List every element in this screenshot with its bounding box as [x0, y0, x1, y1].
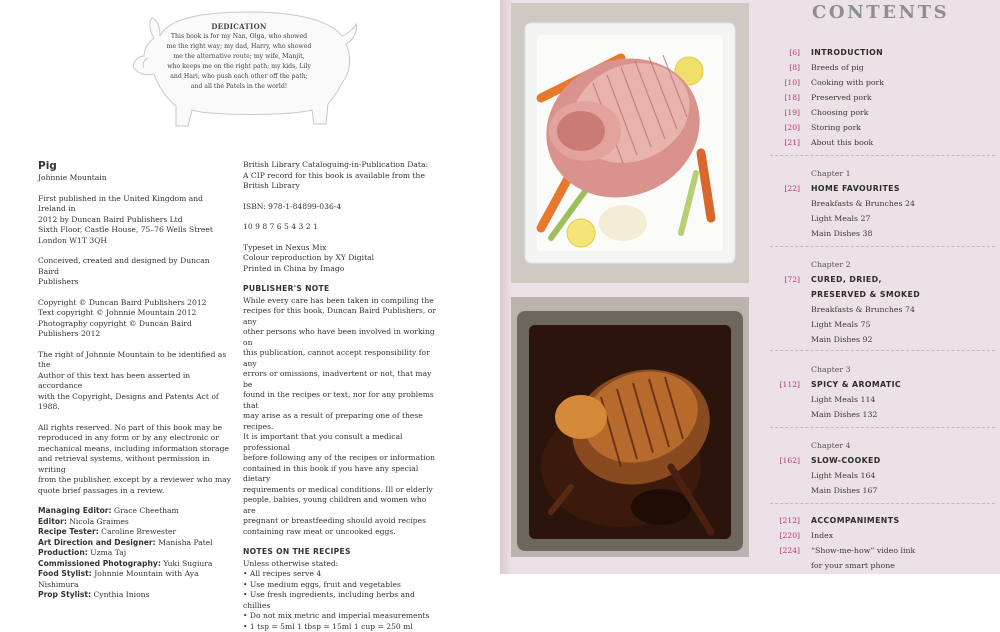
toc-page-number: [212]: [770, 516, 800, 525]
toc-page-number: [6]: [770, 48, 800, 57]
toc-page-number: [21]: [770, 138, 800, 147]
toc-title: Light Meals 27: [811, 214, 870, 223]
toc-entry: [770, 93, 995, 105]
toc-page-number: [22]: [770, 184, 800, 193]
recipe-note-item: • 1 tsp = 5ml 1 tbsp = 15ml 1 cup = 250 ml: [243, 622, 441, 632]
toc-section-entry: [770, 380, 995, 392]
book-title: Pig: [38, 160, 233, 173]
rights-reserved: All rights reserved. No part of this book may be reproduced in any form or by any electronic or mechanical means, including information storage and retrieval systems, without permission in writing from the publisher, except by a reviewer who may quote brief passages in a review.: [38, 423, 233, 497]
credit-role: Art Direction and Designer:: [38, 538, 156, 547]
toc-entry: [770, 108, 995, 120]
toc-entry: [770, 305, 995, 317]
dedication-title: DEDICATION: [150, 22, 328, 32]
toc-title: Storing pork: [811, 123, 861, 132]
section-divider: [770, 155, 995, 156]
toc-title: Main Dishes 132: [811, 410, 877, 419]
toc-title: Breeds of pig: [811, 63, 864, 72]
toc-title: Light Meals 164: [811, 471, 875, 480]
publishers-note-heading: PUBLISHER'S NOTE: [243, 284, 441, 295]
copyright-info: Copyright © Duncan Baird Publishers 2012 Text copyright © Johnnie Mountain 2012 Photography copyright © Duncan Baird Publishers 2012: [38, 298, 233, 340]
toc-title: HOME FAVOURITES: [811, 184, 900, 193]
toc-chapter-label: [770, 169, 995, 181]
credit-name: Johnnie Mountain with Aya Nishimura: [38, 569, 199, 589]
cip-data: British Library Cataloguing-in-Publication Data: A CIP record for this book is available from the British Library: [243, 160, 441, 192]
recipe-notes-list: [243, 569, 441, 632]
toc-title: Cooking with pork: [811, 78, 884, 87]
toc-entry: [770, 199, 995, 211]
credit-role: Prop Stylist:: [38, 590, 91, 599]
toc-entry: [770, 335, 995, 347]
toc-title: SPICY & AROMATIC: [811, 380, 901, 389]
credit-name: Uzma Taj: [90, 548, 126, 557]
toc-entry: [770, 531, 995, 543]
toc-title: ACCOMPANIMENTS: [811, 516, 899, 525]
toc-title: Main Dishes 92: [811, 335, 872, 344]
toc-page-number: [20]: [770, 123, 800, 132]
toc-page-number: [112]: [770, 380, 800, 389]
toc-page-number: [19]: [770, 108, 800, 117]
toc-title: for your smart phone: [811, 561, 895, 570]
credit-role: Editor:: [38, 517, 67, 526]
toc-title: Light Meals 114: [811, 395, 875, 404]
toc-entry: [770, 123, 995, 135]
credit-name: Caroline Brewester: [101, 527, 176, 536]
book-author: Johnnie Mountain: [38, 173, 233, 184]
toc-entry: [770, 78, 995, 90]
photo-roast-pork: [511, 297, 749, 557]
toc-section-entry: [770, 184, 995, 196]
toc-page-number: [162]: [770, 456, 800, 465]
toc-entry: [770, 320, 995, 332]
right-page: [500, 0, 1000, 574]
toc-section-entry: [770, 456, 995, 468]
toc-title: PRESERVED & SMOKED: [811, 290, 920, 299]
toc-title: Chapter 1: [811, 169, 851, 178]
section-divider: [770, 350, 995, 351]
toc-title: INTRODUCTION: [811, 48, 883, 57]
toc-section-entry: [770, 275, 995, 287]
toc-page-number: [10]: [770, 78, 800, 87]
toc-title: Chapter 4: [811, 441, 851, 450]
toc-entry: [770, 138, 995, 150]
designed-by: Conceived, created and designed by Duncan Baird Publishers: [38, 256, 233, 288]
credit-line: [38, 590, 233, 601]
toc-page-number: [8]: [770, 63, 800, 72]
toc-page-number: [18]: [770, 93, 800, 102]
recipe-note-item: • Do not mix metric and imperial measurements: [243, 611, 441, 622]
credit-line: [38, 548, 233, 559]
toc-entry: [770, 546, 995, 558]
toc-chapter-label: [770, 441, 995, 453]
toc-section-entry: [770, 516, 995, 528]
toc-title: About this book: [811, 138, 873, 147]
publication-info: First published in the United Kingdom and Ireland in 2012 by Duncan Baird Publishers Ltd Sixth Floor, Castle House, 75–76 Wells Street London W1T 3QH: [38, 194, 233, 247]
recipe-notes-intro: Unless otherwise stated:: [243, 559, 441, 570]
credit-line: [38, 506, 233, 517]
credit-name: Cynthia Inions: [93, 590, 149, 599]
credit-name: Manisha Patel: [158, 538, 213, 547]
toc-title: Light Meals 75: [811, 320, 870, 329]
credit-role: Managing Editor:: [38, 506, 112, 515]
toc-title: Chapter 3: [811, 365, 851, 374]
section-divider: [770, 503, 995, 504]
print-line: 10 9 8 7 6 5 4 3 2 1: [243, 222, 441, 233]
toc-title: Index: [811, 531, 833, 540]
toc-entry: [770, 471, 995, 483]
toc-page-number: [220]: [770, 531, 800, 540]
isbn: ISBN: 978-1-84899-036-4: [243, 202, 441, 213]
moral-rights: The right of Johnnie Mountain to be identified as the Author of this text has been asserted in accordance with the Copyright, Designs and Patents Act of 1988.: [38, 350, 233, 413]
credit-role: Food Stylist:: [38, 569, 92, 578]
toc-entry: [770, 395, 995, 407]
toc-title: Preserved pork: [811, 93, 872, 102]
recipe-notes-heading: NOTES ON THE RECIPES: [243, 547, 441, 558]
toc-title: CURED, DRIED,: [811, 275, 882, 284]
credit-line: [38, 527, 233, 538]
toc-title: Choosing pork: [811, 108, 869, 117]
toc-section-entry: [770, 48, 995, 60]
dedication-text: This book is for my Nan, Olga, who showed me the right way; my dad, Harry, who showed me the alternative route; my wife, Manjit, who keeps me on the right path; my kids, Lily and Hari, who push each other off the path; and all the Patels in the world!: [150, 32, 328, 92]
contents-title: CONTENTS: [812, 2, 949, 23]
toc-title: Breakfasts & Brunches 24: [811, 199, 915, 208]
section-divider: [770, 427, 995, 428]
section-divider: [770, 246, 995, 247]
toc-chapter-label: [770, 365, 995, 377]
credit-name: Yuki Sugiura: [163, 559, 212, 568]
dedication: [150, 22, 328, 92]
credit-name: Grace Cheetham: [114, 506, 179, 515]
photo-raw-pork: [511, 3, 749, 283]
credit-line: [38, 517, 233, 528]
typeset-info: Typeset in Nexus Mix Colour reproduction by XY Digital Printed in China by Imago: [243, 243, 441, 275]
imprint-column-left: [38, 160, 233, 601]
toc-entry: [770, 486, 995, 498]
recipe-note-item: • All recipes serve 4: [243, 569, 441, 580]
imprint-column-right: [243, 160, 441, 632]
credit-name: Nicola Graimes: [69, 517, 129, 526]
recipe-note-item: • Use fresh ingredients, including herbs and chillies: [243, 590, 441, 611]
credit-role: Production:: [38, 548, 88, 557]
recipe-note-item: • Use medium eggs, fruit and vegetables: [243, 580, 441, 591]
toc-page-number: [224]: [770, 546, 800, 555]
toc-entry: [770, 561, 995, 573]
toc-chapter-label: [770, 260, 995, 272]
publishers-note: While every care has been taken in compiling the recipes for this book, Duncan Baird Publishers, or any other persons who have been involved in working on this publication, cannot accept responsibility for any errors or omissions, inadvertent or not, that may be found in the recipes or text, nor for any problems that may arise as a result of preparing one of these recipes. It is important that you consult a medical professional before following any of the recipes or information contained in this book if you have any special dietary requirements or medical conditions. Ill or elderly people, babies, young children and women who are pregnant or breastfeeding should avoid recipes containing raw meat or uncooked eggs.: [243, 296, 441, 538]
credit-line: [38, 538, 233, 549]
toc-title: SLOW-COOKED: [811, 456, 881, 465]
toc-entry: [770, 63, 995, 75]
credit-role: Commissioned Photography:: [38, 559, 161, 568]
toc-entry: [770, 410, 995, 422]
credit-line: [38, 559, 233, 570]
credit-line: [38, 569, 233, 590]
toc-section-entry: [770, 290, 995, 302]
toc-entry: [770, 229, 995, 241]
credits-list: [38, 506, 233, 601]
toc-page-number: [72]: [770, 275, 800, 284]
toc-title: “Show-me-how” video link: [811, 546, 915, 555]
toc-title: Main Dishes 167: [811, 486, 877, 495]
toc-title: Main Dishes 38: [811, 229, 872, 238]
toc-entry: [770, 214, 995, 226]
credit-role: Recipe Tester:: [38, 527, 99, 536]
left-page: [0, 0, 500, 574]
toc-title: Chapter 2: [811, 260, 851, 269]
toc-title: Breakfasts & Brunches 74: [811, 305, 915, 314]
